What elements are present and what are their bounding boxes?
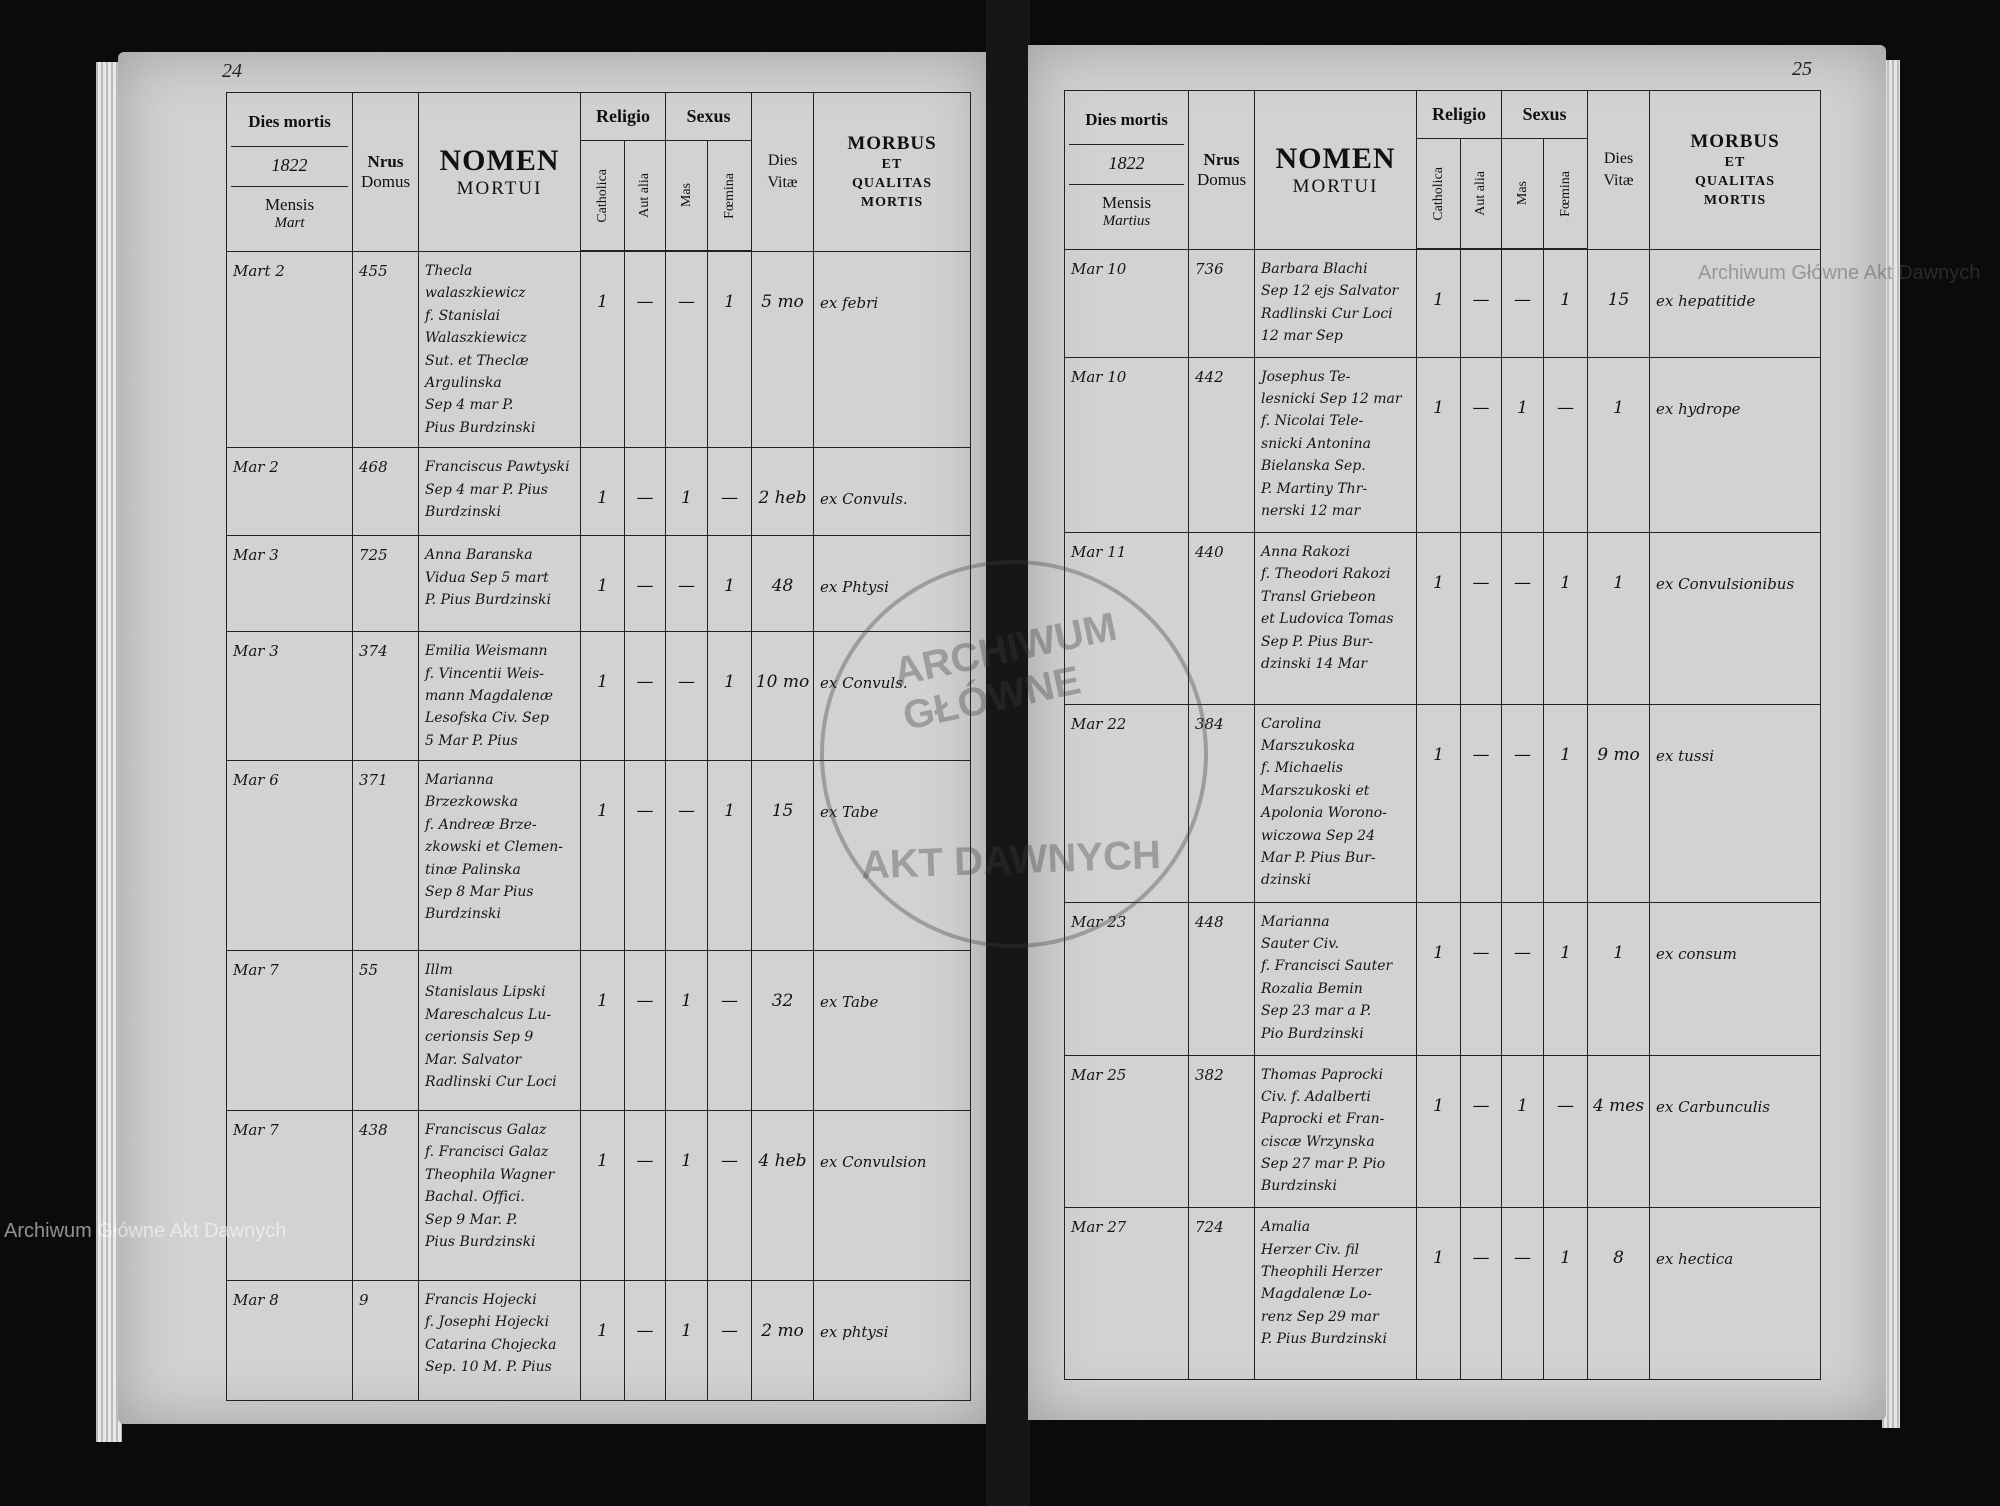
nrus-domus-header <box>1189 91 1255 250</box>
catholica-cell: 1 <box>1433 290 1444 310</box>
aut-alia-label: Aut alia <box>1473 171 1488 216</box>
name-cell: Francis Hojecki f. Josephi Hojecki Catarina Chojecka Sep. 10 M. P. Pius <box>425 1292 557 1376</box>
dies-vitae-cell: 15 <box>1607 290 1630 310</box>
name-cell: Josephus Te- lesnicki Sep 12 mar f. Nicolai Tele- snicki Antonina Bielanska Sep. P. Martiny Thr- nerski 12 mar <box>1261 368 1402 519</box>
dies-vitae-cell: 32 <box>771 991 794 1012</box>
religio-header: Religio <box>581 93 666 141</box>
register-row <box>227 951 971 1111</box>
dies-label: Dies <box>767 151 798 169</box>
domus-cell: 55 <box>359 961 379 980</box>
catholica-cell: 1 <box>1433 573 1444 594</box>
aut-alia-cell: — <box>636 801 654 822</box>
foemina-cell: 1 <box>724 672 735 693</box>
date-cell: Mar 25 <box>1071 1065 1127 1084</box>
name-cell: Anna Baranska Vidua Sep 5 mart P. Pius Burdzinski <box>425 547 552 608</box>
stamp-text-top: ARCHIWUM GŁÓWNE <box>889 604 1121 739</box>
mas-cell: — <box>1514 744 1531 765</box>
year-label: 1822 <box>1108 153 1145 173</box>
morbus-cell: ex hepatitide <box>1656 292 1756 310</box>
morbus-header <box>814 93 971 252</box>
morbus-label: MORBUS <box>1690 130 1780 152</box>
aut-alia-label: Aut alia <box>637 173 652 218</box>
foemina-label: Fœmina <box>721 172 737 219</box>
mortis-label: MORTIS <box>1703 193 1767 209</box>
dies-vitae-header <box>752 93 814 252</box>
mensis-value: Martius <box>1102 213 1151 229</box>
mas-header <box>666 141 708 251</box>
foemina-cell: — <box>721 1151 738 1172</box>
domus-cell: 448 <box>1195 912 1224 931</box>
catholica-cell: 1 <box>597 292 608 312</box>
dies-label: Dies <box>1603 149 1634 167</box>
domus-cell: 374 <box>359 642 388 661</box>
aut-alia-cell: — <box>636 488 654 509</box>
sexus-header: Sexus <box>1502 91 1588 139</box>
aut-alia-cell: — <box>636 576 654 597</box>
foemina-cell: — <box>1557 1095 1574 1116</box>
domus-cell: 468 <box>359 458 388 477</box>
date-cell: Mar 8 <box>233 1291 279 1310</box>
morbus-cell: ex phtysi <box>820 1323 889 1342</box>
dies-vitae-cell: 4 heb <box>758 1151 807 1172</box>
name-cell: Thomas Paprocki Civ. f. Adalberti Paprocki et Fran- ciscæ Wrzynska Sep 27 mar P. Pio Burdzinski <box>1261 1066 1386 1195</box>
nomen-mortui-header <box>419 93 581 252</box>
foemina-cell: 1 <box>1560 290 1571 310</box>
sexus-header: Sexus <box>666 93 752 141</box>
catholica-cell: 1 <box>1433 1248 1444 1269</box>
morbus-label: MORBUS <box>847 132 937 154</box>
dies-vitae-cell: 8 <box>1613 1248 1624 1269</box>
aut-alia-cell: — <box>1472 397 1490 418</box>
date-cell: Mar 10 <box>1071 367 1127 386</box>
dies-vitae-cell: 1 <box>1613 397 1624 418</box>
mas-cell: — <box>1514 1248 1531 1269</box>
mortui-label: MORTUI <box>456 178 543 199</box>
register-row <box>227 448 971 536</box>
name-cell: Amalia Herzer Civ. fil Theophili Herzer Magdalenæ Lo- renz Sep 29 mar P. Pius Burdzinski <box>1261 1219 1388 1348</box>
nomen-label: NOMEN <box>1275 142 1396 175</box>
morbus-header <box>1650 91 1821 250</box>
mas-header <box>1502 139 1544 249</box>
mas-cell: — <box>678 801 695 822</box>
catholica-cell: 1 <box>1433 397 1444 418</box>
aut-alia-cell: — <box>1472 744 1490 765</box>
domus-cell: 724 <box>1195 1218 1224 1237</box>
nomen-label: NOMEN <box>439 144 560 177</box>
domus-cell: 382 <box>1195 1065 1224 1084</box>
dies-vitae-cell: 4 mes <box>1592 1095 1645 1116</box>
morbus-cell: ex Convuls. <box>820 490 908 509</box>
morbus-cell: ex tussi <box>1656 746 1715 765</box>
register-row <box>227 536 971 632</box>
name-cell: Anna Rakozi f. Theodori Rakozi Transl Griebeon et Ludovica Tomas Sep P. Pius Bur- dzinski 14 Mar <box>1261 544 1394 672</box>
dies-vitae-cell: 15 <box>771 801 794 822</box>
date-cell: Mar 11 <box>1071 543 1127 562</box>
date-cell: Mar 2 <box>233 458 279 477</box>
catholica-cell: 1 <box>597 1151 608 1172</box>
register-row <box>227 1111 971 1281</box>
mas-cell: 1 <box>1517 397 1528 418</box>
name-cell: Thecla walaszkiewicz f. Stanislai Walaszkiewicz Sut. et Theclæ Argulinska Sep 4 mar P. Pius Burdzinski <box>425 263 536 436</box>
aut-alia-cell: — <box>636 672 654 693</box>
foemina-cell: 1 <box>1560 942 1571 963</box>
vitae-label: Vitæ <box>1603 172 1634 189</box>
foemina-cell: 1 <box>724 801 735 822</box>
mortui-label: MORTUI <box>1292 176 1379 197</box>
domus-cell: 725 <box>359 546 388 565</box>
morbus-cell: ex hectica <box>1656 1250 1734 1269</box>
catholica-cell: 1 <box>597 801 608 822</box>
aut-alia-cell: — <box>636 1151 654 1172</box>
foemina-label: Fœmina <box>1557 170 1573 217</box>
dies-vitae-cell: 5 mo <box>761 292 804 312</box>
dies-mortis-header <box>1065 91 1189 250</box>
domus-cell: 438 <box>359 1121 388 1140</box>
mortis-label: MORTIS <box>860 195 924 211</box>
dies-vitae-header <box>1588 91 1650 250</box>
mas-cell: — <box>1514 573 1531 594</box>
name-cell: Franciscus Pawtyski Sep 4 mar P. Pius Burdzinski <box>425 459 570 520</box>
aut-alia-cell: — <box>636 991 654 1012</box>
date-cell: Mar 23 <box>1071 912 1127 931</box>
mas-cell: 1 <box>681 991 692 1012</box>
right-page-number: 25 <box>1792 58 1812 80</box>
aut-alia-header <box>1461 139 1502 249</box>
dies-vitae-cell: 1 <box>1613 573 1624 594</box>
domus-cell: 371 <box>359 771 388 790</box>
register-row <box>227 1281 971 1401</box>
morbus-cell: ex Phtysi <box>820 578 889 597</box>
date-cell: Mar 7 <box>233 1121 279 1140</box>
catholica-cell: 1 <box>597 991 608 1012</box>
date-cell: Mar 3 <box>233 546 279 565</box>
foemina-cell: 1 <box>724 576 735 597</box>
catholica-label: Catholica <box>1430 166 1446 221</box>
date-cell: Mar 22 <box>1071 714 1127 733</box>
domus-cell: 736 <box>1195 260 1224 278</box>
date-cell: Mar 10 <box>1071 260 1127 278</box>
foemina-cell: 1 <box>1560 573 1571 594</box>
morbus-cell: ex Convulsionibus <box>1656 575 1795 594</box>
domus-cell: 455 <box>359 262 388 280</box>
qualitas-label: QUALITAS <box>851 176 933 192</box>
mas-cell: — <box>678 576 695 597</box>
date-cell: Mar 7 <box>233 961 279 980</box>
nrus-domus-header <box>353 93 419 252</box>
dies-vitae-cell: 1 <box>1613 942 1624 963</box>
religio-header: Religio <box>1417 91 1502 139</box>
aut-alia-cell: — <box>1472 573 1490 594</box>
domus-cell: 384 <box>1195 714 1224 733</box>
aut-alia-cell: — <box>636 1321 654 1342</box>
catholica-cell: 1 <box>597 576 608 597</box>
morbus-cell: ex consum <box>1656 944 1737 963</box>
et-label: ET <box>881 157 903 173</box>
aut-alia-cell: — <box>1472 1095 1490 1116</box>
dies-vitae-cell: 2 mo <box>761 1321 804 1342</box>
foemina-cell: — <box>721 488 738 509</box>
name-cell: Barbara Blachi Sep 12 ejs Salvator Radlinski Cur Loci 12 mar Sep <box>1261 261 1399 345</box>
left-page-number: 24 <box>222 60 242 82</box>
dies-mortis-label: Dies mortis <box>1085 110 1168 129</box>
et-label: ET <box>1724 155 1746 171</box>
foemina-cell: — <box>721 1321 738 1342</box>
foemina-cell: — <box>721 991 738 1012</box>
foemina-cell: 1 <box>724 292 735 312</box>
dies-vitae-cell: 48 <box>771 576 794 597</box>
register-row <box>227 252 971 448</box>
catholica-cell: 1 <box>597 672 608 693</box>
stamp-text-bottom: AKT DAWNYCH <box>860 833 1162 888</box>
date-cell: Mart 2 <box>233 262 285 280</box>
aut-alia-cell: — <box>1472 1248 1490 1269</box>
morbus-cell: ex Tabe <box>820 803 879 822</box>
dies-vitae-cell: 2 heb <box>758 488 807 509</box>
name-cell: Franciscus Galaz f. Francisci Galaz Theophila Wagner Bachal. Offici. Sep 9 Mar. P. Pius Burdzinski <box>425 1122 555 1251</box>
morbus-cell: ex hydrope <box>1656 399 1741 418</box>
catholica-cell: 1 <box>597 1321 608 1342</box>
foemina-cell: — <box>1557 397 1574 418</box>
mas-label: Mas <box>678 183 694 208</box>
name-cell: Carolina Marszukoska f. Michaelis Marszukoski et Apolonia Worono- wiczowa Sep 24 Mar P. Pius Bur- dzinski <box>1261 715 1387 889</box>
domus-label: Domus <box>360 172 411 191</box>
catholica-header <box>1417 139 1461 249</box>
mas-cell: 1 <box>681 1321 692 1342</box>
morbus-cell: ex Convuls. <box>820 674 908 693</box>
vitae-label: Vitæ <box>767 174 798 191</box>
nrus-label: Nrus <box>1203 150 1240 169</box>
qualitas-label: QUALITAS <box>1694 174 1776 190</box>
catholica-cell: 1 <box>1433 1095 1444 1116</box>
register-row <box>1065 902 1821 1055</box>
archive-watermark-left: Archiwum Główne Akt Dawnych <box>4 1220 287 1242</box>
register-row <box>1065 1208 1821 1380</box>
morbus-cell: ex Carbunculis <box>1656 1097 1770 1116</box>
name-cell: Illm Stanislaus Lipski Mareschalcus Lu- cerionsis Sep 9 Mar. Salvator Radlinski Cur Loci <box>425 962 557 1091</box>
catholica-header <box>581 141 625 251</box>
name-cell: Marianna Brzezkowska f. Andreæ Brze- zkowski et Clemen- tinæ Palinska Sep 8 Mar Pius Burdzinski <box>425 772 564 923</box>
mas-cell: — <box>678 672 695 693</box>
morbus-cell: ex Tabe <box>820 993 879 1012</box>
mas-cell: 1 <box>681 488 692 509</box>
mas-cell: — <box>1514 290 1531 310</box>
mensis-label: Mensis <box>264 195 315 214</box>
morbus-cell: ex Convulsion <box>820 1153 927 1172</box>
name-cell: Marianna Sauter Civ. f. Francisci Sauter Rozalia Bemin Sep 23 mar a P. Pio Burdzinski <box>1261 913 1393 1042</box>
foemina-header <box>1544 139 1588 249</box>
domus-cell: 9 <box>359 1291 369 1310</box>
aut-alia-cell: — <box>636 292 654 312</box>
date-cell: Mar 6 <box>233 771 279 790</box>
register-row <box>1065 357 1821 532</box>
archive-watermark-right: Archiwum Główne Akt Dawnych <box>1698 262 1981 284</box>
foemina-cell: 1 <box>1560 1248 1571 1269</box>
mas-cell: — <box>678 292 695 312</box>
aut-alia-header <box>625 141 666 251</box>
date-cell: Mar 27 <box>1071 1218 1127 1237</box>
name-cell: Emilia Weismann f. Vincentii Weis- mann Magdalenæ Lesofska Civ. Sep 5 Mar P. Pius <box>425 643 553 749</box>
domus-cell: 442 <box>1195 367 1224 386</box>
mas-cell: — <box>1514 942 1531 963</box>
catholica-cell: 1 <box>597 488 608 509</box>
catholica-cell: 1 <box>1433 942 1444 963</box>
aut-alia-cell: — <box>1472 290 1490 310</box>
domus-label: Domus <box>1196 170 1247 189</box>
dies-vitae-cell: 10 mo <box>755 672 810 693</box>
nomen-mortui-header <box>1255 91 1417 250</box>
foemina-header <box>708 141 752 251</box>
morbus-cell: ex febri <box>820 294 879 312</box>
register-row <box>1065 1055 1821 1208</box>
foemina-cell: 1 <box>1560 744 1571 765</box>
mas-label: Mas <box>1514 181 1530 206</box>
catholica-label: Catholica <box>594 168 610 223</box>
mensis-label: Mensis <box>1101 193 1152 212</box>
nrus-label: Nrus <box>367 152 404 171</box>
domus-cell: 440 <box>1195 543 1224 562</box>
dies-mortis-label: Dies mortis <box>248 112 331 131</box>
mensis-value: Mart <box>274 215 305 231</box>
year-label: 1822 <box>271 155 308 175</box>
dies-vitae-cell: 9 mo <box>1597 744 1640 765</box>
catholica-cell: 1 <box>1433 744 1444 765</box>
date-cell: Mar 3 <box>233 642 279 661</box>
aut-alia-cell: — <box>1472 942 1490 963</box>
mas-cell: 1 <box>681 1151 692 1172</box>
dies-mortis-header <box>227 93 353 252</box>
mas-cell: 1 <box>1517 1095 1528 1116</box>
